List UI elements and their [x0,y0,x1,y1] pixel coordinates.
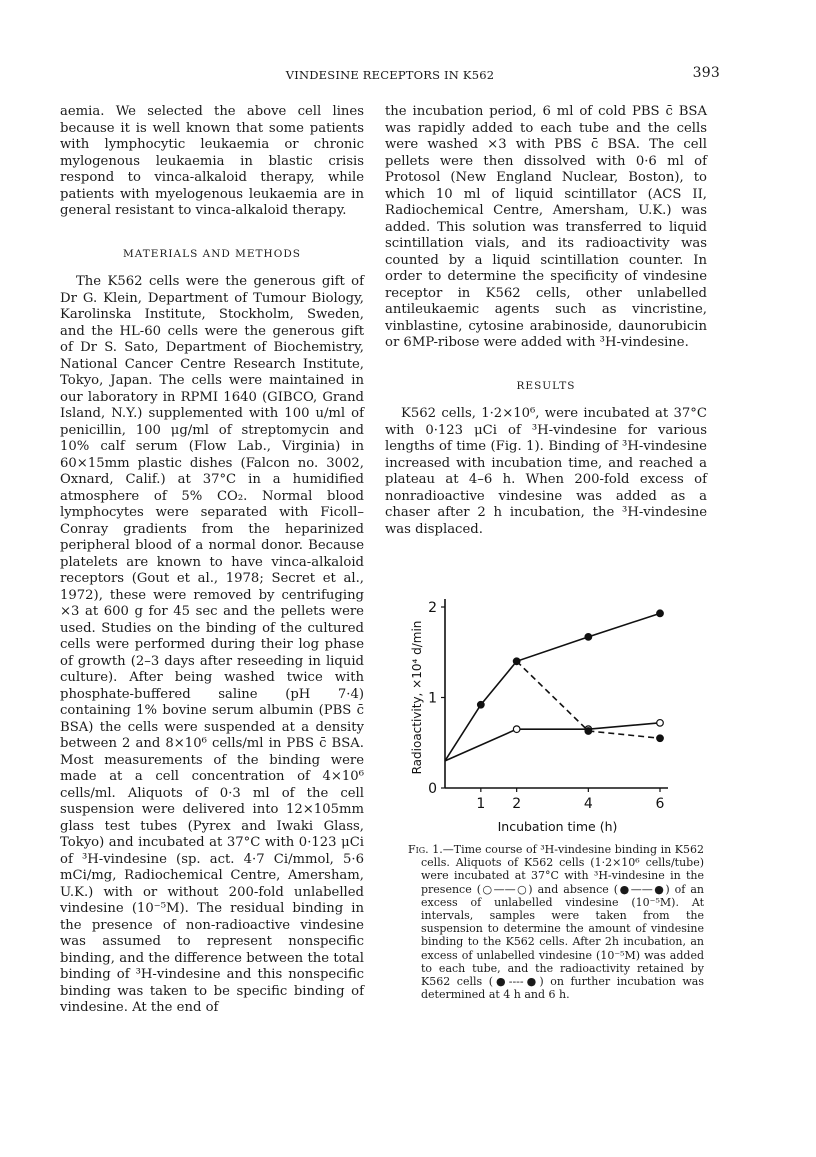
left-column [60,104,364,1017]
figure-caption [408,843,704,1001]
methods-paragraph: The K562 cells were the generous gift of Dr G. Klein, Department of Tumour Biology, Karolinska Institute, Stockholm, Sweden, and the HL-60 cells were the generous gift of Dr S. Sato, Department of Biochemistry, National Cancer Centre Research Institute, Tokyo, Japan. The cells were maintained in our laboratory in RPMI 1640 (GIBCO, Grand Island, N.Y.) supplemented with 100 u/ml of penicillin, 100 μg/ml of streptomycin and 10% calf serum (Flow Lab., Virginia) in 60×15mm plastic dishes (Falcon no. 3002, Oxnard, Calif.) at 37°C in a humidified atmosphere of 5% CO₂. Normal blood lymphocytes were separated with Ficoll–Conray gradients from the heparinized peripheral blood of a normal donor. Because platelets are known to have vinca-alkaloid receptors (Gout et al., 1978; Secret et al., 1972), these were removed by centrifuging ×3 at 600 g for 45 sec and the pellets were used. Studies on the binding of the cultured cells were performed during their log phase of growth (2–3 days after reseeding in liquid culture). After being washed twice with phosphate-buffered saline (pH 7·4) containing 1% bovine serum albumin (PBS c̄ BSA) the cells were suspended at a density between 2 and 8×10⁶ cells/ml in PBS c̄ BSA. Most measurements of the binding were made at a cell concentration of 4×10⁶ cells/ml. Aliquots of 0·3 ml of the cell suspension were delivered into 12×105mm glass test tubes (Pyrex and Iwaki Glass, Tokyo) and incubated at 37°C with 0·123 μCi of ³H-vindesine (sp. act. 4·7 Ci/mmol, 5·6 mCi/mg, Radiochemical Centre, Amersham, U.K.) with or without 200-fold unlabelled vindesine (10⁻⁵M). The residual binding in the presence of non-radioactive vindesine was assumed to represent nonspecific binding, and the difference between the total binding of ³H-vindesine and this nonspecific binding was taken to be specific binding of vindesine. At the end of [60,274,364,1015]
series-1 [445,720,663,761]
series-0 [445,610,663,761]
x-tick-label: 4 [583,796,593,812]
y-axis-label: Radioactivity, ×10⁴ d/min [410,620,424,775]
section-heading-materials-methods: MATERIALS AND METHODS [123,247,301,260]
open-circle-marker [513,726,520,733]
line-chart [405,585,705,835]
figure-1-chart [405,585,705,835]
chart-series [445,610,663,761]
open-circle-marker [657,720,664,727]
methods-continued-paragraph: the incubation period, 6 ml of cold PBS c̄ BSA was rapidly added to each tube and the cells were washed ×3 with PBS c̄ BSA. The cell pellets were then dissolved with 0·6 ml of Protosol (New England Nuclear, Boston), to which 10 ml of liquid scintillator (ACS II, Radiochemical Centre, Amersham, U.K.) was added. This solution was transferred to liquid scintillation vials, and its radioactivity was counted by a liquid scintillation counter. In order to determine the specificity of vindesine receptor in K562 cells, other unlabelled antileukaemic agents such as vincristine, vinblastine, cytosine arabinoside, daunorubicin or 6MP-ribose were added with ³H-vindesine. [385,104,707,350]
y-tick-label: 1 [428,690,437,707]
x-tick-label: 6 [655,796,665,812]
y-tick-label: 2 [428,600,437,616]
chart-axes [410,599,668,834]
filled-circle-marker [585,728,592,735]
results-paragraph: K562 cells, 1·2×10⁶, were incubated at 37°C with 0·123 μCi of ³H-vindesine for various lengths of time (Fig. 1). Binding of ³H-vindesine increased with incubation time, and reached a plateau at 4–6 h. When 200-fold excess of nonradioactive vindesine was added as a chaser after 2 h incubation, the ³H-vindesine was displaced. [385,406,707,537]
intro-paragraph: aemia. We selected the above cell lines because it is well known that some patients with lymphocytic leukaemia or chronic mylogenous leukaemia in blastic crisis respond to vinca-alkaloid therapy, while patients with myelogenous leukaemia are in general resistant to vinca-alkaloid therapy. [60,104,364,218]
running-title: VINDESINE RECEPTORS IN K562 [285,68,495,82]
x-tick-label: 2 [512,796,522,812]
running-header [60,65,720,85]
right-column [385,104,707,538]
page-number: 393 [692,65,720,81]
filled-circle-marker [657,735,664,742]
figure-label: Fig. 1. [408,843,443,856]
x-tick-label: 1 [476,796,486,812]
y-tick-label: 0 [428,781,437,797]
filled-circle-marker [478,701,485,708]
filled-circle-marker [585,634,592,641]
section-heading-results: RESULTS [516,379,576,392]
x-axis-label: Incubation time (h) [497,819,618,834]
filled-circle-marker [657,610,664,617]
figure-caption-text: —Time course of ³H-vindesine binding in K562 cells. Aliquots of K562 cells (1·2×10⁶ cells/tube) were incubated at 37°C with ³H-vindesine in the presence (○——○) and absence (●——●) of an excess of unlabelled vindesine (10⁻⁵M). At intervals, samples were taken from the suspension to determine the amount of vindesine binding to the K562 cells. After 2h incubation, an excess of unlabelled vindesine (10⁻⁵M) was added to each tube, and the radioactivity retained by K562 cells (●----●) on further incubation was determined at 4 h and 6 h. [421,843,705,1002]
